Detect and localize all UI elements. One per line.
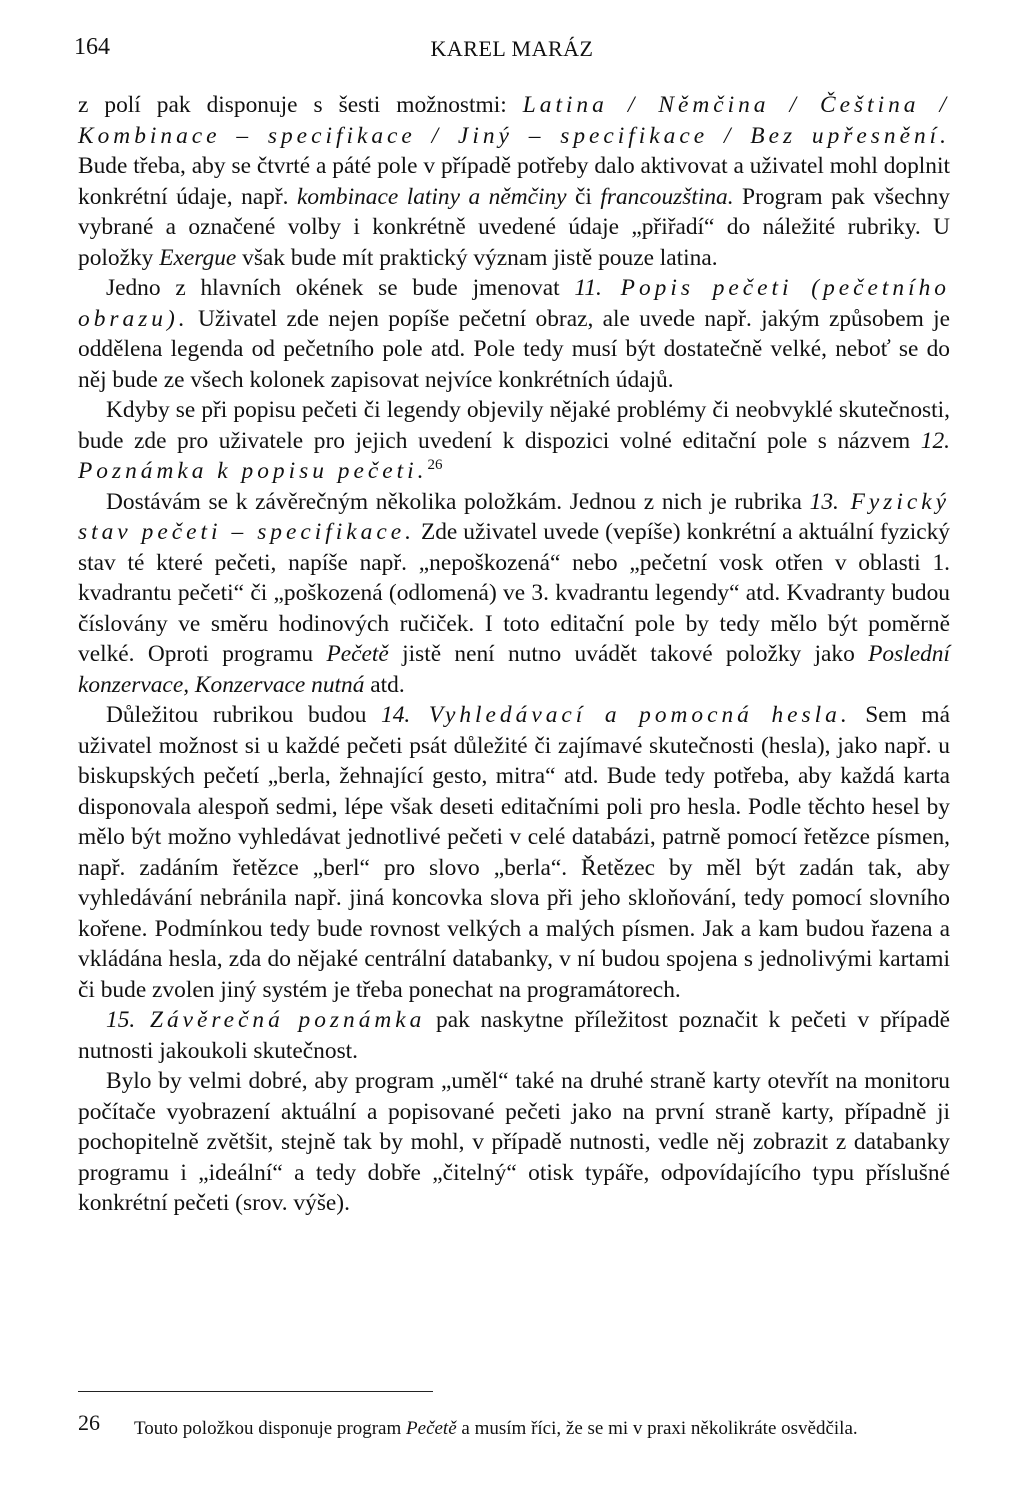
- field-name: Závěrečná poznámka: [135, 1007, 426, 1033]
- italic-text: kombinace latiny a němčiny: [296, 183, 567, 210]
- text: atd.: [364, 671, 405, 698]
- italic-text: Pečetě: [326, 641, 389, 667]
- footnote: [78, 1410, 950, 1444]
- text: Uživatel zde nejen popíše pečetní obraz, ale uvede např. jakým způsobem je oddělena legenda od pečetního pole atd. Pole tedy musí být dostatečně velké, neboť se do něj bude ze všech kolonek zapisovat nejvíce konkrétních údajů.: [78, 305, 950, 393]
- italic-text: Exergue: [159, 244, 237, 271]
- paragraph-6: [78, 1005, 950, 1066]
- item-number: 15.: [106, 1007, 136, 1033]
- footnote-text: [134, 1414, 950, 1444]
- text: a musím říci, že se mi v praxi několikráte osvědčila.: [456, 1418, 858, 1439]
- text: či: [566, 183, 601, 210]
- paragraph-1: [78, 90, 950, 273]
- field-name: Fyzický stav pečeti – specifikace.: [78, 488, 951, 545]
- text: Důležitou rubrikou budou: [106, 702, 381, 728]
- italic-text: Pečetě: [406, 1418, 457, 1439]
- spaced-options: Latina / Němčina / Čeština / Kombinace – specifikace / Jiný – specifikace / Bez upřesnění.: [78, 92, 951, 149]
- text: Touto položkou disponuje program: [134, 1418, 407, 1439]
- paragraph-3: [78, 395, 950, 487]
- page-header: [74, 34, 950, 74]
- text: Sem má uživatel možnost si u každé pečeti psát důležité či zajímavé skutečnosti (hesla), jako např. u biskupských pečetí „berla, žehnající gesto, mitra“ atd. Bude tedy potřeba, aby každá karta disponovala alespoň sedmi, lépe však deseti editačními poli pro hesla. Podle těchto hesel by mělo být možno vyhledávat jednotlivé pečeti v celé databázi, patrně pomocí řetězce písmen, např. zadáním řetězce „berl“ pro slovo „berla“. Řetězec by měl být zadán tak, aby vyhledávání nebránila např. jiná koncovka slova při jeho skloňování, tedy pomocí slovního kořene. Podmínkou tedy bude rovnost velkých a malých písmen. Jak a kam budou řazena a vkládána hesla, zda do nějaké centrální databanky, v ní budou spojena s jednolivými kartami či bude zvolen jiný systém je třeba ponechat na programátorech.: [78, 702, 950, 1003]
- italic-text: francouzština.: [600, 183, 734, 210]
- italic-text: Poslední konzervace, Konzervace nutná: [78, 641, 950, 698]
- footnote-divider: [78, 1391, 433, 1392]
- paragraph-4: [78, 487, 950, 701]
- item-number: 12.: [920, 427, 950, 454]
- paragraph-5: [78, 700, 950, 1005]
- text: Bylo by velmi dobré, aby program „uměl“ také na druhé straně karty otevřít na monitoru počítače vyobrazení aktuální a popisované pečeti jako na první straně karty, případně ji pochopitelně zvětšit, stejně tak by mohl, v případě nutnosti, vedle něj zobrazit z databanky programu i „ideální“ a tedy dobře „čitelný“ otisk typáře, odpovídajícího typu příslušné konkrétní pečeti (srov. výše).: [78, 1068, 950, 1216]
- footnote-ref[interactable]: 26: [427, 457, 443, 473]
- text: však bude mít praktický význam jistě pouze latina.: [236, 244, 718, 271]
- item-number: 14.: [381, 702, 411, 728]
- paragraph-7: [78, 1066, 950, 1219]
- text: Bude třeba, aby se čtvrté a páté pole v případě potřeby dalo aktivovat a uživatel mohl doplnit konkrétní údaje, např.: [78, 153, 950, 210]
- field-name: Poznámka k popisu pečeti.: [78, 458, 428, 484]
- running-head: KAREL MARÁZ: [430, 36, 594, 61]
- text: Dostávám se k závěrečným několika položkám. Jednou z nich je rubrika: [106, 488, 810, 515]
- page-number: 164: [74, 34, 110, 60]
- text: z polí pak disponuje s šesti možnostmi:: [78, 92, 523, 118]
- item-number: 11.: [574, 275, 602, 301]
- text: Kdyby se při popisu pečeti či legendy objevily nějaké problémy či neobvyklé skutečnosti, bude zde pro uživatele pro jejich uvedení k dispozici volné editační pole s názvem: [78, 397, 950, 454]
- text: Jedno z hlavních okének se bude jmenovat: [106, 275, 575, 301]
- body-text: [78, 90, 950, 1219]
- text: pak naskytne příležitost poznačit k pečeti v případě nutnosti jakoukoli skutečnost.: [78, 1007, 950, 1064]
- field-name: Popis pečeti (pečetního obrazu).: [78, 275, 951, 332]
- footnote-number: 26: [78, 1410, 100, 1435]
- text: Zde uživatel uvede (vepíše) konkrétní a aktuální fyzický stav té které pečeti, napíše např. „nepoškozená“ nebo „pečetní vosk otřen v oblasti 1. kvadrantu pečeti“ či „poškozená (odlomená) ve 3. kvadrantu legendy“ atd. Kvadranty budou číslovány ve směru hodinových ručiček. I toto editační pole by tedy mělo být poměrně velké. Oproti programu: [78, 519, 950, 667]
- item-number: 13.: [809, 488, 839, 515]
- field-name: Vyhledávací a pomocná hesla.: [410, 702, 851, 728]
- paragraph-2: [78, 273, 950, 395]
- text: jistě není nutno uvádět takové položky jako: [388, 641, 869, 667]
- text: Program pak všechny vybrané a označené volby i konkrétně uvedené údaje „přiřadí“ do náležité rubriky. U položky: [78, 183, 950, 271]
